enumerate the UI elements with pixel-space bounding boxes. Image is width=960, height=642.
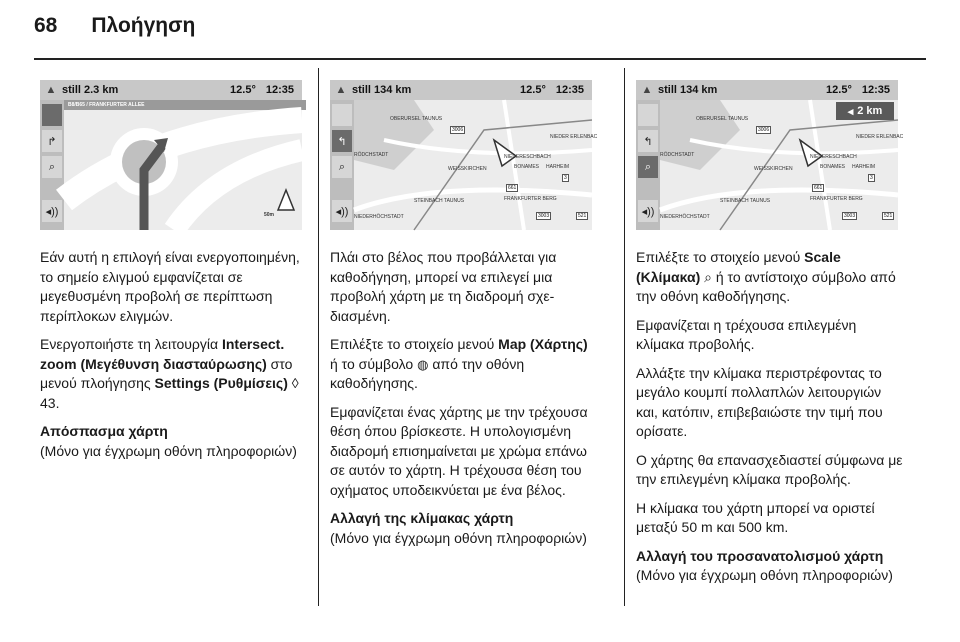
- distance-label: 50m: [264, 212, 275, 218]
- col2-heading: Αλλαγή της κλίμακας χάρτη: [330, 510, 514, 526]
- column-divider-2: [624, 68, 625, 606]
- scale-button[interactable]: ◂ 2 km: [836, 102, 894, 120]
- turn-arrow-icon[interactable]: ↱: [42, 130, 62, 152]
- side-menu: [636, 100, 660, 230]
- compass-icon[interactable]: [638, 104, 658, 126]
- road-label: B8/B65 / FRANKFURTER ALLEE: [64, 100, 306, 110]
- temperature: 12.5°: [230, 84, 256, 96]
- col2-paragraph-3: Εμφανίζεται ένας χάρτης με την τρέχουσα θέση όπου βρίσκεστε. Η υπολογισμένη διαδρομή επισημαίνεται με χρώμα επάνω σε αυτόν το χάρτη. Η τρέχουσα θέση του οχήματος υποδεικνύεται με ένα βέλος.: [330, 403, 588, 498]
- turn-arrow-icon[interactable]: ↰: [332, 130, 352, 152]
- column-divider-1: [318, 68, 319, 606]
- page-number: 68: [34, 14, 58, 37]
- turn-arrow-icon[interactable]: ↰: [638, 130, 658, 152]
- page-header: [34, 14, 195, 38]
- status-bar: [330, 80, 592, 100]
- zoom-icon[interactable]: ⌕: [638, 156, 658, 178]
- map-symbol-icon: ◍: [417, 356, 429, 372]
- col3-paragraph-1: Επιλέξτε το στοιχείο μενού Scale (Κλίμακα) ⌕ ή το αντίστοιχο σύμβολο από την οθόνη καθοδήγησης.: [636, 249, 896, 304]
- column-3: [636, 80, 904, 595]
- col3-paragraph-5: Η κλίμακα του χάρτη μπορεί να οριστεί μεταξύ 50 m και 500 km.: [636, 499, 875, 535]
- direction-icon: ▲: [45, 84, 57, 96]
- clock: 12:35: [265, 84, 294, 96]
- status-text: still 2.3 km: [62, 84, 119, 96]
- status-text: still 134 km: [658, 84, 718, 96]
- map-scale-screen: [636, 80, 904, 230]
- header-rule: [34, 58, 926, 60]
- map-area: OBERURSEL TAUNUS 3006 NIEDER ERLENBAC RÖDCHSTADT WEISSKIRCHEN NIEDERESCHBACH BONAMES HARHEIM STEINBACH TAUNUS 661 FRANKFURTER BERG NIEDERHÖCHSTADT 3003 521 3: [354, 100, 592, 230]
- col3-paragraph-3: Αλλάξτε την κλίμακα περιστρέφοντας το μεγάλο κουμπί πολλαπλών λειτουργιών και, κατόπιν, επιβεβαιώστε την τιμή που ορίσατε.: [636, 364, 883, 439]
- col1-paragraph-1: Εάν αυτή η επιλογή είναι ενεργοποιημένη, το σημείο ελιγμού εμφανίζεται σε μεγεθυσμένη προβολή σε περίπτωση περίπλοκων ελιγμών.: [40, 249, 300, 324]
- junction-view: [64, 100, 302, 230]
- col3-paragraph-6: (Μόνο για έγχρωμη οθόνη πληροφοριών): [636, 567, 893, 583]
- clock: 12:35: [555, 84, 584, 96]
- column-1: [40, 80, 308, 470]
- side-menu: [330, 100, 354, 230]
- audio-icon[interactable]: ◂)): [42, 200, 62, 222]
- col2-paragraph-1: Πλάι στο βέλος που προβάλλεται για καθοδήγηση, μπορεί να επιλεγεί μια προβολή χάρτη με τη διαδρομή σχεδιασμένη.: [330, 249, 557, 324]
- col1-paragraph-3: (Μόνο για έγχρωμη οθόνη πληροφοριών): [40, 442, 297, 459]
- zoom-icon[interactable]: ⌕: [42, 156, 62, 178]
- status-bar: [40, 80, 302, 100]
- temperature: 12.5°: [826, 84, 852, 96]
- zoom-icon[interactable]: ⌕: [332, 156, 352, 178]
- direction-icon: ▲: [641, 84, 653, 96]
- col3-paragraph-4: Ο χάρτης θα επανασχεδιαστεί σύμφωνα με την επιλεγμένη κλίμακα προβολής.: [636, 451, 903, 487]
- map-view-screen: [330, 80, 598, 230]
- direction-icon: ▲: [335, 84, 347, 96]
- intersection-zoom-screen: [40, 80, 302, 230]
- status-bar: [636, 80, 898, 100]
- temperature: 12.5°: [520, 84, 546, 96]
- audio-icon[interactable]: ◂)): [332, 200, 352, 222]
- audio-icon[interactable]: ◂)): [638, 200, 658, 222]
- col3-paragraph-2: Εμφανίζεται η τρέχουσα επιλεγμένη κλίμακα προβολής.: [636, 316, 857, 352]
- map-view-button[interactable]: [42, 104, 62, 126]
- col2-paragraph-2: Επιλέξτε το στοιχείο μενού Map (Χάρτης) ή το σύμβολο ◍ από την οθόνη καθοδήγησης.: [330, 336, 588, 391]
- page-title: Πλοήγηση: [91, 14, 196, 37]
- col2-paragraph-4: (Μόνο για έγχρωμη οθόνη πληροφοριών): [330, 529, 587, 546]
- map-area: OBERURSEL TAUNUS 3006 NIEDER ERLENBAC RÖDCHSTADT WEISSKIRCHEN NIEDERESCHBACH BONAMES HARHEIM STEINBACH TAUNUS 661 FRANKFURTER BERG NIEDERHÖCHSTADT 3003 521 3: [660, 100, 898, 230]
- col3-heading: Αλλαγή του προσανατολισμού χάρτη: [636, 547, 884, 564]
- status-text: still 134 km: [352, 84, 412, 96]
- clock: 12:35: [861, 84, 890, 96]
- compass-icon[interactable]: [332, 104, 352, 126]
- side-menu: [40, 100, 64, 230]
- col1-heading: Απόσπασμα χάρτη: [40, 423, 168, 439]
- col1-paragraph-2: Ενεργοποιήστε τη λειτουργία Intersect. zoom (Μεγέθυνση διασταύρωσης) στο μενού πλοήγησης Settings (Ρυθμίσεις) ◊ 43.: [40, 336, 299, 411]
- vehicle-icon: [278, 190, 294, 210]
- column-2: [330, 80, 598, 557]
